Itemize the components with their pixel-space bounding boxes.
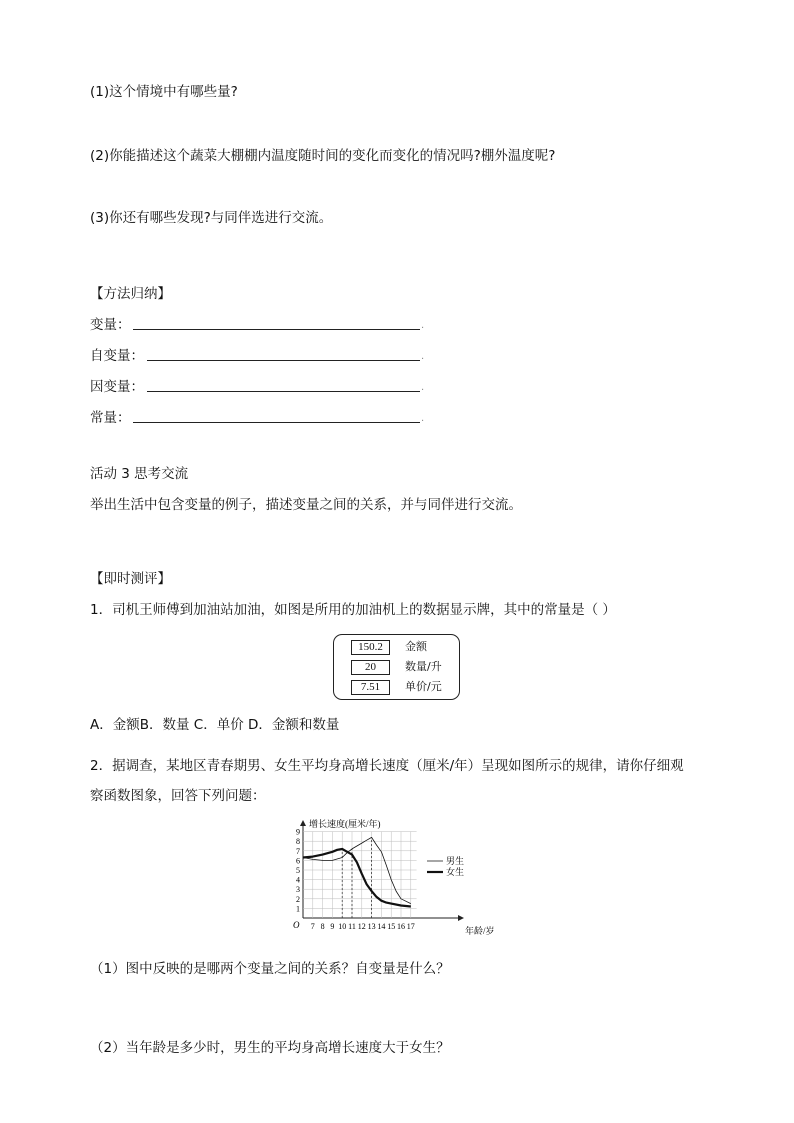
amount-label: 金额 <box>405 640 427 653</box>
x-tick-label: 17 <box>406 922 415 931</box>
method-end-mark: . <box>421 320 425 331</box>
y-tick-label: 4 <box>296 875 300 885</box>
y-axis-label: 增长速度(厘米/年) <box>309 819 381 829</box>
quiz-q2-sub1: （1）图中反映的是哪两个变量之间的关系？自变量是什么？ <box>90 961 450 977</box>
series-line-girls <box>303 849 411 907</box>
x-tick-label: 14 <box>377 922 386 931</box>
y-tick-label: 5 <box>296 866 300 875</box>
method-heading: 【方法归纳】 <box>90 286 171 302</box>
x-tick-label: 15 <box>387 922 396 931</box>
activity3-title: 活动 3 思考交流 <box>90 466 189 482</box>
chart-legend <box>427 855 464 877</box>
activity3-text: 举出生活中包含变量的例子，描述变量之间的关系，并与同伴进行交流。 <box>90 497 522 513</box>
quiz-q2-text-line2: 察函数图象，回答下列问题： <box>90 788 266 804</box>
y-tick-label: 3 <box>296 885 300 895</box>
question-2: (2)你能描述这个蔬菜大棚棚内温度随时间的变化而变化的情况吗?棚外温度呢? <box>90 148 556 164</box>
method-end-mark: . <box>421 413 425 424</box>
x-tick-label: 16 <box>397 922 405 931</box>
x-axis-label: 年龄/岁 <box>465 926 495 936</box>
quantity-value-box: 20 <box>351 660 390 675</box>
y-tick-label: 2 <box>296 894 300 904</box>
unit-price-label: 单价/元 <box>405 680 442 693</box>
method-blank-constant[interactable] <box>133 422 420 423</box>
x-tick-label: 8 <box>320 922 325 931</box>
method-end-mark: . <box>421 382 425 393</box>
method-end-mark: . <box>421 351 425 362</box>
x-tick-label: 13 <box>367 922 376 931</box>
method-blank-independent[interactable] <box>147 360 420 361</box>
quiz-heading: 【即时测评】 <box>90 571 171 587</box>
quantity-label: 数量/升 <box>405 660 442 673</box>
quiz-q1-options: A．金额B．数量 C．单价 D．金额和数量 <box>90 717 340 733</box>
y-tick-label: 6 <box>296 856 300 866</box>
chart-axes <box>303 821 463 918</box>
origin-label: O <box>293 920 300 930</box>
x-tick-label: 7 <box>310 922 315 931</box>
amount-value-box: 150.2 <box>351 640 390 655</box>
question-3: (3)你还有哪些发现?与同伴选进行交流。 <box>90 210 333 226</box>
method-label-dependent: 因变量： <box>90 379 144 395</box>
legend-label-girls: 女生 <box>446 867 465 877</box>
quiz-q1-text: 1．司机王师傅到加油站加油，如图是所用的加油机上的数据显示牌，其中的常量是（ ） <box>90 602 616 618</box>
question-1: (1)这个情境中有哪些量? <box>90 84 238 100</box>
growth-speed-chart <box>285 815 515 940</box>
y-tick-label: 9 <box>296 827 300 837</box>
method-label-constant: 常量： <box>90 410 131 426</box>
y-tick-label: 7 <box>296 846 300 856</box>
y-tick-label: 8 <box>296 837 300 847</box>
legend-label-boys: 男生 <box>446 856 465 866</box>
x-tick-label: 11 <box>348 922 356 931</box>
method-blank-variable[interactable] <box>133 329 420 330</box>
x-tick-label: 10 <box>338 922 347 931</box>
fuel-pump-display <box>333 634 460 700</box>
quiz-q2-sub2: （2）当年龄是多少时，男生的平均身高增长速度大于女生？ <box>90 1040 450 1056</box>
y-tick-label: 1 <box>296 904 300 914</box>
x-tick-label: 12 <box>357 922 366 931</box>
quiz-q2-text-line1: 2．据调查，某地区青春期男、女生平均身高增长速度（厘米/年）呈现如图所示的规律，请你仔细观 <box>90 758 684 774</box>
series-line-boys <box>303 837 411 903</box>
method-label-independent: 自变量： <box>90 348 144 364</box>
x-tick-label: 9 <box>330 922 335 931</box>
method-label-variable: 变量： <box>90 317 131 333</box>
method-blank-dependent[interactable] <box>147 391 420 392</box>
unit-price-value-box: 7.51 <box>351 680 390 695</box>
